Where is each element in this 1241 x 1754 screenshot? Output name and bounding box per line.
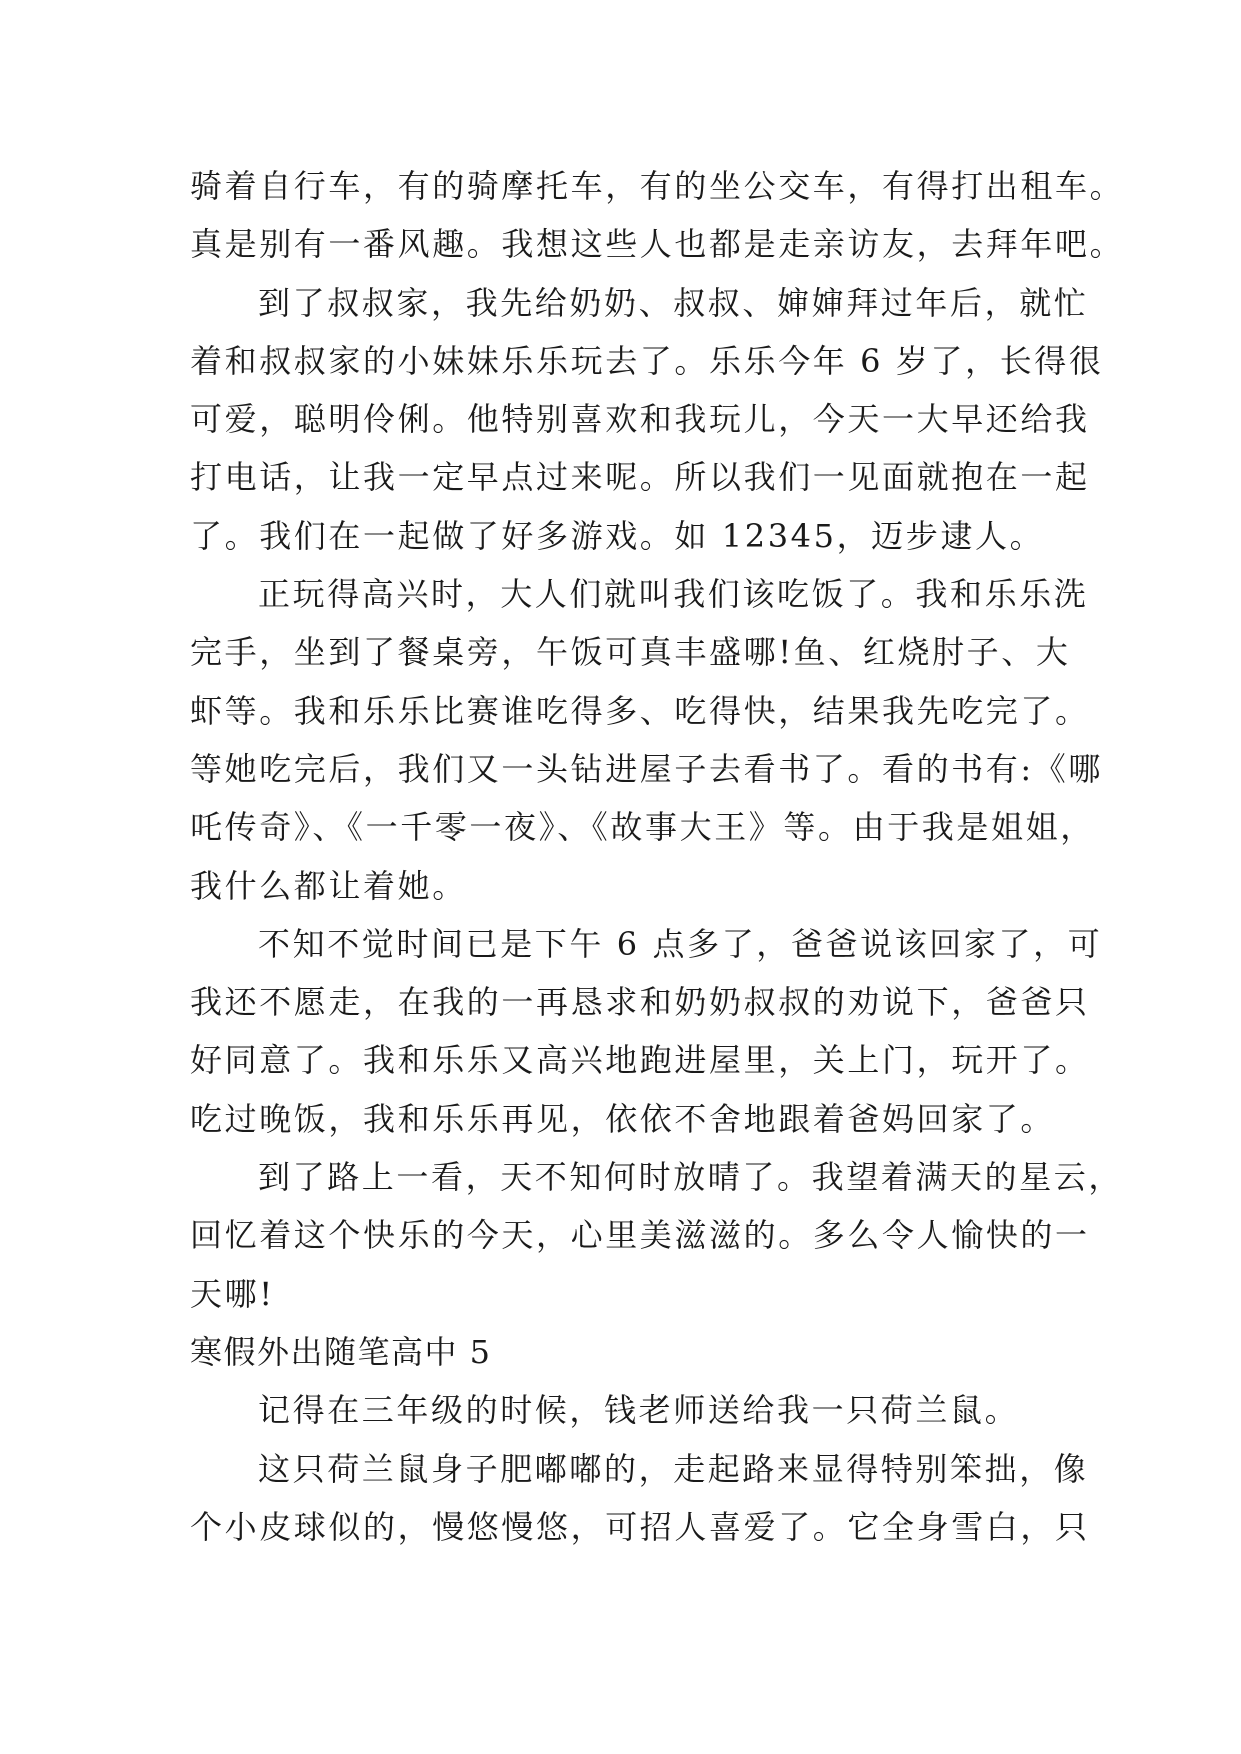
text-line: 好同意了。我和乐乐又高兴地跑进屋里，关上门，玩开了。 [190,1041,1090,1080]
paragraph-first-line: 记得在三年级的时候，钱老师送给我一只荷兰鼠。 [258,1391,1020,1430]
paragraph-first-line: 到了路上一看，天不知何时放晴了。我望着满天的星云， [258,1158,1124,1197]
paragraph-first-line: 不知不觉时间已是下午 6 点多了，爸爸说该回家了，可 [258,924,1103,963]
text-line: 等她吃完后，我们又一头钻进屋子去看书了。看的书有:《哪 [190,749,1103,788]
text-line: 吒传奇》、《一千零一夜》、《故事大王》等。由于我是姐姐， [190,808,1095,847]
paragraph-first-line: 到了叔叔家，我先给奶奶、叔叔、婶婶拜过年后，就忙 [258,283,1089,322]
section-heading: 寒假外出随笔高中 5 [190,1332,492,1371]
text-line: 我什么都让着她。 [190,866,467,905]
text-line: 我还不愿走，在我的一再恳求和奶奶叔叔的劝说下，爸爸只 [190,983,1090,1022]
text-line: 吃过晚饭，我和乐乐再见，依依不舍地跟着爸妈回家了。 [190,1099,1056,1138]
text-line: 回忆着这个快乐的今天，心里美滋滋的。多么令人愉快的一 [190,1216,1090,1255]
document-body [190,157,1125,1556]
text-line: 个小皮球似的，慢悠慢悠，可招人喜爱了。它全身雪白，只 [190,1507,1090,1546]
paragraph-first-line: 这只荷兰鼠身子肥嘟嘟的，走起路来显得特别笨拙，像 [258,1449,1089,1488]
paragraph-first-line: 正玩得高兴时，大人们就叫我们该吃饭了。我和乐乐洗 [258,575,1089,614]
text-line: 完手，坐到了餐桌旁，午饭可真丰盛哪!鱼、红烧肘子、大 [190,633,1071,672]
text-line: 着和叔叔家的小妹妹乐乐玩去了。乐乐今年 6 岁了，长得很 [190,341,1104,380]
text-line: 虾等。我和乐乐比赛谁吃得多、吃得快，结果我先吃完了。 [190,691,1090,730]
text-line: 真是别有一番风趣。我想这些人也都是走亲访友，去拜年吧。 [190,225,1125,264]
text-line: 骑着自行车，有的骑摩托车，有的坐公交车，有得打出租车。 [190,167,1125,205]
text-line: 了。我们在一起做了好多游戏。如 12345，迈步逮人。 [190,516,1045,555]
text-line: 可爱，聪明伶俐。他特别喜欢和我玩儿，今天一大早还给我 [190,400,1090,439]
text-line: 打电话，让我一定早点过来呢。所以我们一见面就抱在一起 [190,458,1090,497]
text-line: 天哪! [190,1274,275,1313]
